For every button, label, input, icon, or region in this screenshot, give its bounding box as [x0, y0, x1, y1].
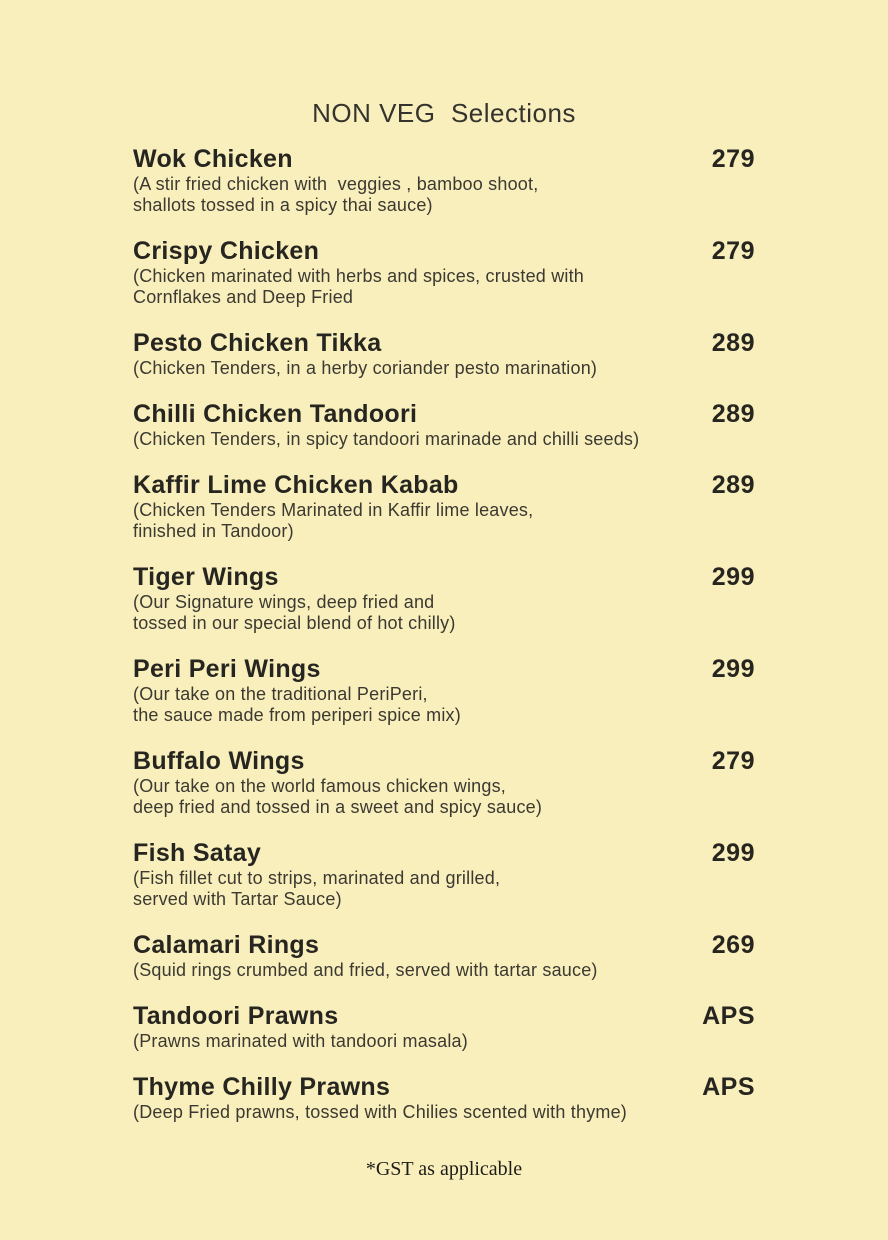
item-name: Chilli Chicken Tandoori — [133, 400, 418, 428]
item-name: Buffalo Wings — [133, 747, 305, 775]
menu-item-row — [133, 470, 755, 500]
item-description-line: (Squid rings crumbed and fried, served with tartar sauce) — [133, 960, 598, 980]
menu-item-row — [133, 1001, 755, 1031]
item-description-line: (Fish fillet cut to strips, marinated and grilled, — [133, 868, 501, 888]
item-description-line: tossed in our special blend of hot chilly) — [133, 613, 456, 633]
item-description-line: served with Tartar Sauce) — [133, 889, 342, 909]
gst-note: *GST as applicable — [365, 1158, 523, 1180]
item-name: Calamari Rings — [133, 931, 320, 959]
item-description-line: (Deep Fried prawns, tossed with Chilies scented with thyme) — [133, 1102, 627, 1122]
menu-item — [133, 328, 755, 379]
item-description — [133, 592, 755, 634]
menu-item-row — [133, 328, 755, 358]
item-description-line: Cornflakes and Deep Fried — [133, 287, 354, 307]
item-name: Crispy Chicken — [133, 237, 320, 265]
item-name: Peri Peri Wings — [133, 655, 321, 683]
item-name: Tandoori Prawns — [133, 1002, 339, 1030]
item-description — [133, 1031, 755, 1052]
menu-item — [133, 746, 755, 818]
menu-item-row — [133, 838, 755, 868]
item-description-line: finished in Tandoor) — [133, 521, 294, 541]
item-description — [133, 776, 755, 818]
menu-item — [133, 930, 755, 981]
menu-item — [133, 399, 755, 450]
item-name: Tiger Wings — [133, 563, 279, 591]
item-price: 289 — [711, 400, 755, 428]
item-price: 279 — [711, 237, 755, 265]
item-description-line: (Our Signature wings, deep fried and — [133, 592, 435, 612]
item-description-line: shallots tossed in a spicy thai sauce) — [133, 195, 433, 215]
menu-list — [133, 144, 755, 1123]
item-price: 299 — [711, 655, 755, 683]
item-price: 269 — [711, 931, 755, 959]
item-description — [133, 868, 755, 910]
item-price: 289 — [711, 471, 755, 499]
item-description-line: (Chicken Tenders, in spicy tandoori marinade and chilli seeds) — [133, 429, 640, 449]
menu-item — [133, 470, 755, 542]
item-price: APS — [702, 1073, 755, 1101]
menu-item — [133, 562, 755, 634]
menu-item-row — [133, 1072, 755, 1102]
menu-item-row — [133, 144, 755, 174]
menu-item — [133, 1072, 755, 1123]
menu-item-row — [133, 930, 755, 960]
item-description — [133, 358, 755, 379]
item-description-line: deep fried and tossed in a sweet and spicy sauce) — [133, 797, 543, 817]
item-price: 289 — [711, 329, 755, 357]
item-name: Wok Chicken — [133, 145, 293, 173]
item-description — [133, 174, 755, 216]
menu-item — [133, 236, 755, 308]
menu-item-row — [133, 746, 755, 776]
page-title: NON VEG Selections — [312, 98, 576, 128]
item-price: 279 — [711, 145, 755, 173]
item-price: 299 — [711, 563, 755, 591]
item-description-line: (Chicken Tenders Marinated in Kaffir lime leaves, — [133, 500, 534, 520]
menu-item-row — [133, 236, 755, 266]
item-price: 279 — [711, 747, 755, 775]
item-description-line: (Chicken marinated with herbs and spices, crusted with — [133, 266, 585, 286]
item-price: APS — [702, 1002, 755, 1030]
menu-item — [133, 654, 755, 726]
item-description — [133, 960, 755, 981]
item-description — [133, 429, 755, 450]
menu-item-row — [133, 654, 755, 684]
item-description — [133, 500, 755, 542]
item-name: Fish Satay — [133, 839, 262, 867]
menu-item — [133, 838, 755, 910]
item-description — [133, 684, 755, 726]
item-name: Pesto Chicken Tikka — [133, 329, 382, 357]
menu-item-row — [133, 399, 755, 429]
item-description-line: (Prawns marinated with tandoori masala) — [133, 1031, 468, 1051]
menu-item — [133, 144, 755, 216]
item-description-line: the sauce made from periperi spice mix) — [133, 705, 461, 725]
item-description-line: (A stir fried chicken with veggies , bamboo shoot, — [133, 174, 539, 194]
item-name: Kaffir Lime Chicken Kabab — [133, 471, 459, 499]
item-description — [133, 1102, 755, 1123]
item-name: Thyme Chilly Prawns — [133, 1073, 391, 1101]
item-description — [133, 266, 755, 308]
item-description-line: (Chicken Tenders, in a herby coriander pesto marination) — [133, 358, 598, 378]
item-price: 299 — [711, 839, 755, 867]
menu-item-row — [133, 562, 755, 592]
item-description-line: (Our take on the world famous chicken wings, — [133, 776, 506, 796]
item-description-line: (Our take on the traditional PeriPeri, — [133, 684, 428, 704]
menu-item — [133, 1001, 755, 1052]
